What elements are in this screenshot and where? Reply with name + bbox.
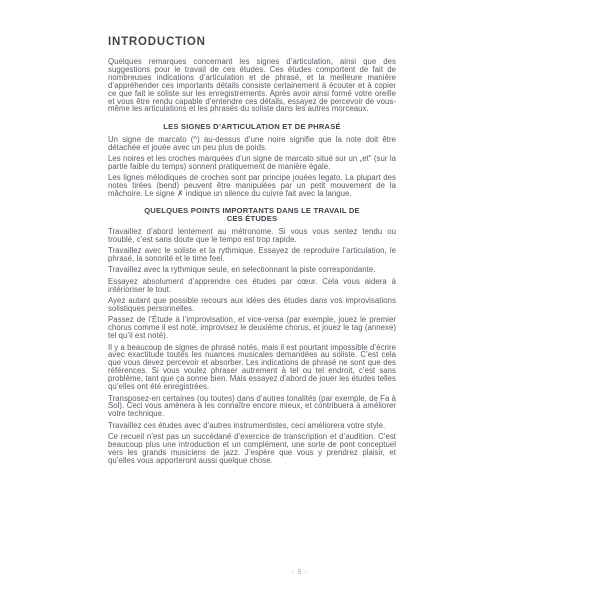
paragraph: Travaillez avec la rythmique seule, en selectionnant la piste correspondante.: [108, 265, 376, 275]
paragraph: Il y a beaucoup de signes de phrasé notés, mais il est pourtant impossible d’écrire avec exactitude toutes les nuances musicales demandées au soliste. C’est cela que vous devez percevoir et absorber. Les indications de phrasé ne sont que des références. Si vous voulez phraser autrement à tel ou tel endroit, c’est sans problème, tant que ça sonne bien. Mais essayez d’abord de jouer les études telles qu’elles ont été enregistrées.: [108, 342, 396, 392]
paragraph: Ce recueil n’est pas un succédané d’exercice de transcription et d’audition. C’est beaucoup plus une introduction et un complément, une sorte de pont conceptuel vers les grands musiciens de jazz. J’espère que vous y prendrez plaisir, et qu’elles vous apporteront aussi quelque chose.: [108, 432, 396, 465]
section-heading-points-importants: QUELQUES POINTS IMPORTANTS DANS LE TRAVAIL DE CES ÉTUDES: [144, 206, 360, 224]
paragraph: Travaillez ces études avec d’autres instrumentistes, ceci améliorera votre style.: [108, 420, 386, 430]
paragraph: Les lignes mélodiques de croches sont par principe jouées legato. La plupart des notes tirées (bend) peuvent être manipulées par un petit mouvement de la mâchoire. Le signe ✗ indique un silence du cuivre fait avec la langue.: [108, 173, 396, 199]
paragraph: Travaillez avec le soliste et la rythmique. Essayez de reproduire l’articulation, le phrasé, la sonorité et le time feel.: [108, 246, 396, 263]
section-heading-articulation: LES SIGNES D’ARTICULATION ET DE PHRASÉ: [163, 122, 341, 132]
paragraph: Transposez-en certaines (ou toutes) dans d’autres tonalités (par exemple, de Fa à Sol). Ceci vous amènera à les connaître encore mieux, et contribuera à améliorer votre technique.: [108, 393, 396, 419]
intro-paragraph: Quelques remarques concernant les signes d’articulation, ainsi que des suggestions pour le travail de ces études. Ces études comportent de fait de nombreuses indications d’articulation et de phrasé, et la meilleure manière d’appréhender ces importants détails consiste certainement à écouter et à copier ce que fait le soliste sur les enregistrements. Après avoir ainsi formé votre oreille et vous être rendu capable d’entendre ces détails, essayez de percevoir de vous-même les articulations et les phrasés du soliste dans les autres morceaux.: [108, 57, 396, 114]
paragraph: Travaillez d’abord lentement au métronome. Si vous vous sentez tendu ou troublé, c’est sans doute que le tempo est trop rapide.: [108, 226, 396, 244]
page-title: INTRODUCTION: [108, 36, 206, 48]
paragraph: Les noires et les croches marquées d’un signe de marcato situé sur un „et” (sur la partie faible du temps) sonnent pratiquement de manière égale.: [108, 154, 396, 172]
text-column: [108, 36, 396, 468]
page-number: - 5 -: [291, 569, 309, 576]
paragraph: Ayez autant que possible recours aux idées des études dans vos improvisations solistiques personnelles.: [108, 296, 396, 313]
paragraph: Passez de l’Étude à l’improvisation, et vice-versa (par exemple, jouez le premier chorus comme il est noté, improvisez le deuxième chorus, et jouez le tag (annexe) tel qu’il est noté).: [108, 315, 396, 341]
paragraph: Essayez absolument d’apprendre ces études par cœur. Cela vous aidera à intérioriser le tout.: [108, 276, 396, 294]
paragraph: Un signe de marcato (^) au-dessus d’une noire signifie que la note doit être détachée et jouée avec un peu plus de poids.: [108, 134, 396, 152]
